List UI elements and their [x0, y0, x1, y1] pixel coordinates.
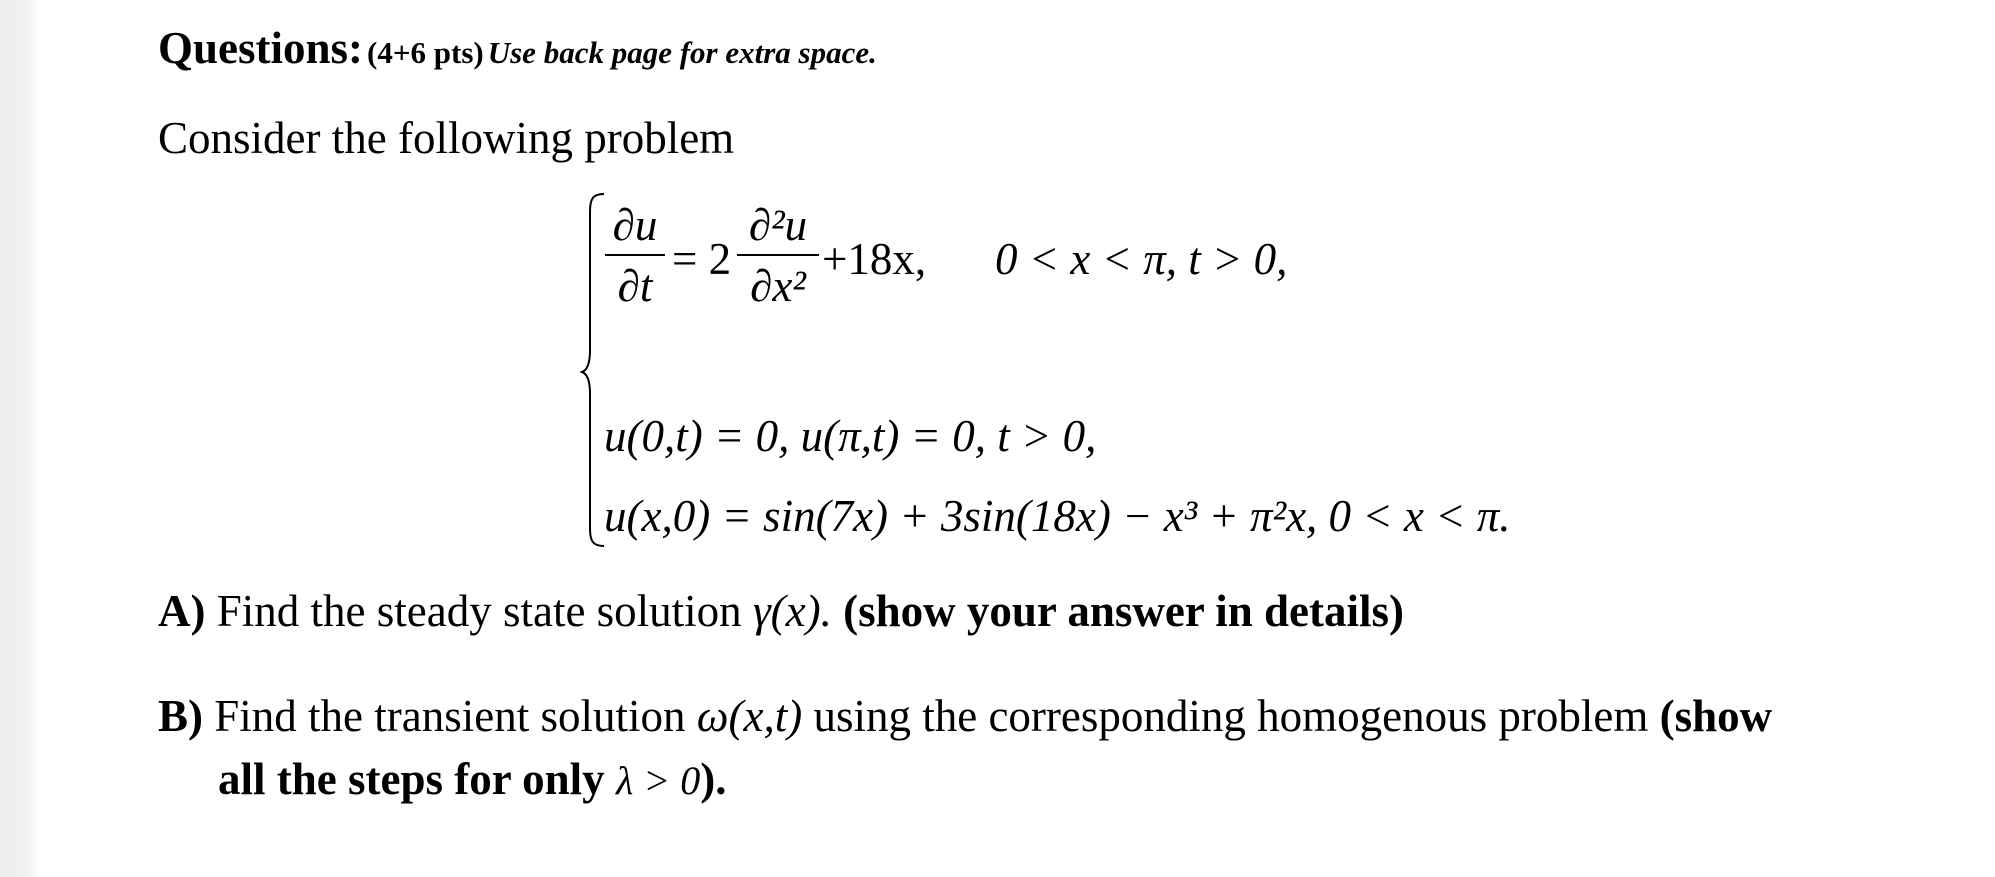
- eq1-domain: 0 < x < π, t > 0,: [995, 234, 1288, 284]
- problem-intro: Consider the following problem: [158, 113, 735, 163]
- d2u-dx2-fraction: [737, 200, 819, 311]
- part-b-emphasis1: (show: [1659, 691, 1773, 741]
- part-a-text: Find the steady state solution: [216, 586, 742, 636]
- part-b-line2: [218, 753, 727, 805]
- points-label: (4+6 pts): [367, 35, 484, 70]
- extra-space-note: Use back page for extra space.: [487, 35, 877, 70]
- du-numerator: ∂u: [612, 200, 658, 250]
- part-b-line1: [158, 690, 1772, 742]
- questions-label: Questions:: [158, 23, 364, 73]
- part-b-text: Find the transient solution: [214, 691, 686, 741]
- part-b-text2: using the corresponding homogenous problem: [813, 691, 1649, 741]
- page-edge-strip: [0, 0, 40, 877]
- part-b-close: ).: [700, 754, 727, 804]
- steady-state-symbol: γ(x).: [752, 586, 832, 636]
- du-dt-fraction: [605, 200, 665, 311]
- part-b-emphasis2: all the steps for only: [218, 754, 605, 804]
- source-term: +18x,: [822, 234, 927, 284]
- dx2-denominator: ∂x²: [750, 261, 806, 311]
- equals-coefficient: = 2: [672, 234, 732, 284]
- questions-header: [158, 22, 877, 74]
- part-a-emphasis: (show your answer in details): [843, 586, 1405, 636]
- transient-symbol: ω(x,t): [696, 691, 803, 741]
- initial-condition: u(x,0) = sin(7x) + 3sin(18x) − x³ + π²x, 0 < x < π.: [604, 491, 1511, 541]
- part-a-label: A): [158, 586, 206, 636]
- dt-denominator: ∂t: [617, 261, 653, 311]
- part-a: [158, 585, 1404, 637]
- boundary-conditions: u(0,t) = 0, u(π,t) = 0, t > 0,: [604, 411, 1097, 461]
- lambda-condition: λ > 0: [615, 758, 701, 803]
- part-b-label: B): [158, 691, 203, 741]
- d2u-numerator: ∂²u: [748, 200, 808, 250]
